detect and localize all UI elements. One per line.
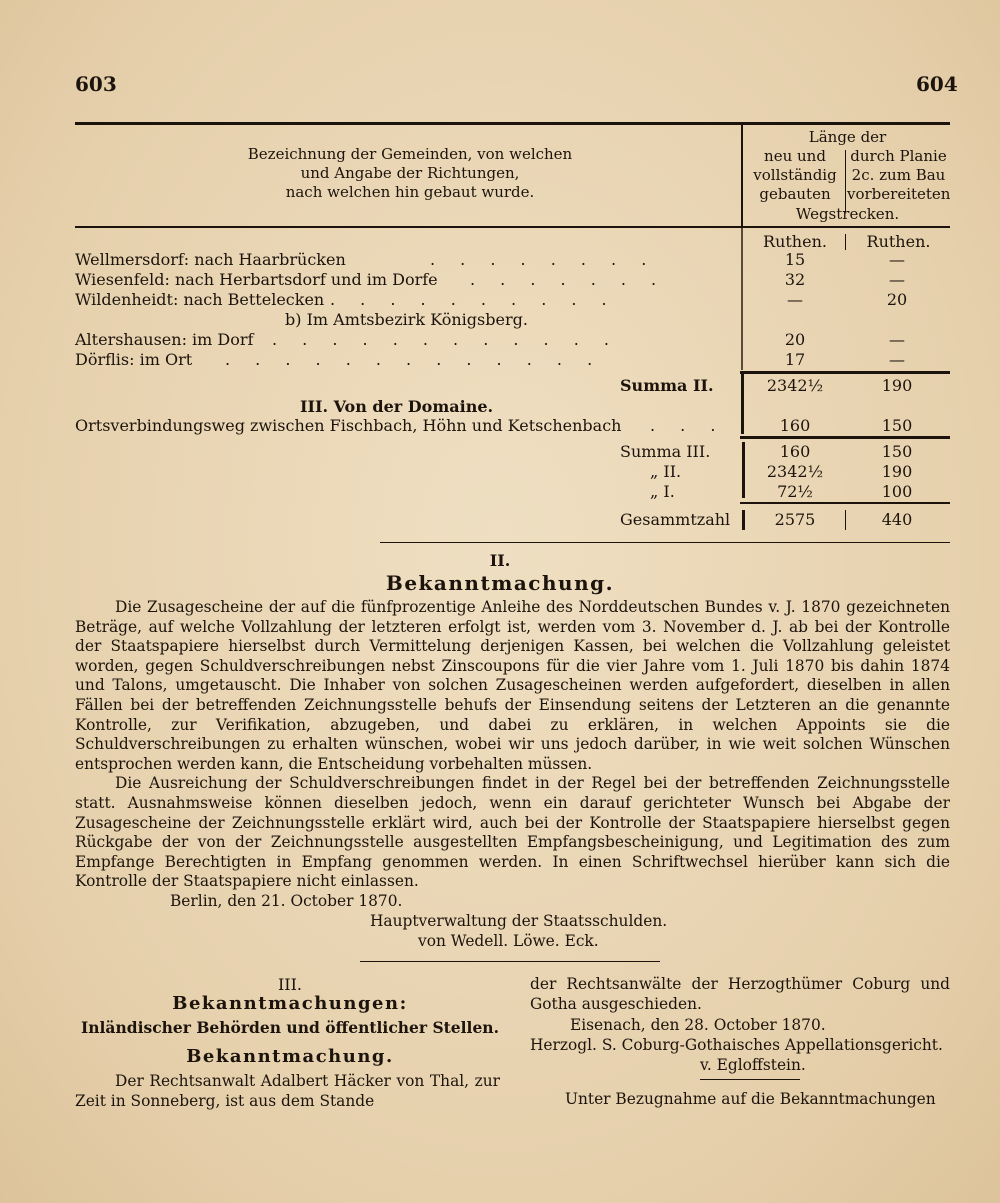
header-col1-line: und Angabe der Richtungen, [300, 164, 520, 182]
leader-dots: . . . . . . . . . . . . [272, 330, 619, 349]
section-divider [360, 961, 660, 962]
header-col3-line: vorbereiteten [847, 185, 951, 203]
right-court: Herzogl. S. Coburg-Gothaisches Appellationsgericht. [530, 1036, 943, 1054]
header-col3-line: durch Planie [850, 147, 947, 165]
grand-vline-2 [845, 510, 846, 530]
total-value-col3: 100 [881, 482, 913, 501]
header-col1 [200, 145, 620, 202]
row-value-col2: 15 [784, 250, 806, 269]
header-col2-line: gebauten [759, 185, 831, 203]
header-bottom: Wegstrecken. [795, 205, 900, 223]
summa-vline [741, 374, 744, 434]
grand-total-label: Gesammtzahl [620, 510, 731, 529]
table-subheading: b) Im Amtsbezirk Königsberg. [285, 310, 528, 329]
row-value-col2: 32 [784, 270, 806, 289]
header-col2 [745, 147, 845, 204]
header-col1-line: Bezeichnung der Gemeinden, von welchen [247, 145, 573, 163]
row-value-col3: 20 [886, 290, 908, 309]
header-col2-line: vollständig [753, 166, 837, 184]
summa2-label: Summa II. [620, 376, 714, 395]
row-value-col2: 17 [784, 350, 806, 369]
leader-dots: . . . . . . . [470, 270, 667, 289]
paragraph: Die Zusagescheine der auf die fünfprozentige Anleihe des Norddeutschen Bundes v. J. 1870 gezeichneten Beträge, auf welche Vollzahlung der letzteren erfolgt ist, werden vom 3. November d. J. ab bei der Kontrolle der Staatspapiere hierselbst durch Vermittelung derjenigen Kassen, bei welchen die Vollzahlung geleistet worden, gegen Schuldverschreibungen nebst Zinscoupons für die vier Jahre vom 1. Juli 1870 bis dahin 1874 und Talons, umgetauscht. Die Inhaber von solchen Zusagescheinen werden aufgefordert, dieselben in allen Fällen bei der betreffenden Zeichnungsstelle behufs der Einsendung seitens der Letzteren an die genannte Kontrolle, zur Verifikation, abzugeben, und dabei zu erklären, in welchen Appoints sie die Schuldverschreibungen zu erhalten wünschen, wobei wir uns jedoch darüber, in wie weit solchen Wünschen entsprochen werden kann, die Entscheidung vorbehalten müssen. [75, 598, 950, 773]
summa2-rule [740, 371, 950, 374]
table-vline-4 [845, 234, 846, 250]
total-label: „ I. [650, 482, 675, 501]
row-name: Ortsverbindungsweg zwischen Fischbach, Höhn und Ketschenbach [75, 416, 622, 435]
section3-heading1: Bekanntmachungen: [172, 993, 408, 1014]
row-value-col2: — [787, 290, 803, 309]
leader-dots: . . . . . . . . [430, 250, 657, 269]
section3-title: III. Von der Domaine. [300, 397, 494, 416]
leader-dots: . . . . . . . . . . . . . [225, 350, 603, 369]
section2-heading: Bekanntmachung. [385, 571, 615, 595]
section2-body [75, 598, 950, 892]
page-number-left: 603 [75, 72, 117, 96]
table-row [75, 416, 621, 436]
table-row [75, 330, 253, 350]
total-value-col2: 72½ [777, 482, 813, 501]
header-col2-line: neu und [764, 147, 826, 165]
leader-dots: . . . . . . . . . . [330, 290, 617, 309]
page-number-right: 604 [916, 72, 958, 96]
total-value-col3: 150 [881, 442, 913, 461]
table-row [75, 270, 438, 290]
section3-heading2: Inländischer Behörden und öffentlicher Stellen. [81, 1018, 499, 1037]
right-divider [700, 1079, 800, 1080]
row-value-col3: — [889, 250, 905, 269]
right-signer: v. Egloffstein. [700, 1056, 806, 1074]
paragraph: Die Ausreichung der Schuldverschreibungen findet in der Regel bei der betreffenden Zeichnungsstelle statt. Ausnahmsweise können dieselben jedoch, wenn ein darauf gerichteter Wunsch bei Abgabe der Zusagescheine der Zeichnungsstelle erklärt wird, auch bei der Kontrolle der Staatspapiere hierselbst gegen Rückgabe der von der Zeichnungsstelle ausgestellten Empfangsbescheinigung, und Legitimation des zum Empfange Berechtigten in Empfang genommen werden. In einen Schriftwechsel hierüber kann sich die Kontrolle der Staatspapiere nicht einlassen. [75, 774, 950, 891]
row-value-col3: — [889, 350, 905, 369]
authority: Hauptverwaltung der Staatsschulden. [370, 912, 668, 930]
table-vline-3 [741, 228, 743, 370]
table-vline-1 [741, 125, 743, 226]
section2-numeral: II. [489, 551, 511, 570]
table-top-rule [75, 122, 950, 125]
section-divider [380, 542, 950, 543]
row-name: Wellmersdorf: nach Haarbrücken [75, 250, 346, 269]
date-line: Berlin, den 21. October 1870. [170, 892, 403, 910]
table-vline-2 [845, 150, 846, 212]
grand-rule [740, 502, 950, 504]
table-header-rule [75, 226, 950, 228]
row-name: Wildenheidt: nach Bettelecken [75, 290, 325, 309]
summa2-value-col2: 2342½ [766, 376, 824, 395]
table-row [75, 350, 192, 370]
right-date: Eisenach, den 28. October 1870. [570, 1016, 826, 1034]
grand-vline [742, 510, 745, 530]
row-value-col3: 150 [881, 416, 913, 435]
total-label: Summa III. [620, 442, 711, 461]
section3-left-text: Der Rechtsanwalt Adalbert Häcker von Thal, zur Zeit in Sonneberg, ist aus dem Stande [75, 1072, 500, 1110]
grand-total-col3: 440 [881, 510, 913, 529]
row-name: Dörflis: im Ort [75, 350, 193, 369]
header-col1-line: nach welchen hin gebaut wurde. [285, 183, 535, 201]
row-value-col3: — [889, 330, 905, 349]
row-name: Altershausen: im Dorf [75, 330, 254, 349]
row-name: Wiesenfeld: nach Herbartsdorf und im Dorfe [75, 270, 438, 289]
totals-vline [742, 442, 745, 498]
total-value-col2: 2342½ [766, 462, 824, 481]
unit-col2: Ruthen. [763, 232, 827, 251]
header-span: Länge der [808, 128, 887, 146]
unit-col3: Ruthen. [866, 232, 931, 251]
total-label: „ II. [650, 462, 682, 481]
section3-heading3: Bekanntmachung. [186, 1046, 394, 1067]
grand-total-col2: 2575 [774, 510, 816, 529]
signers: von Wedell. Löwe. Eck. [418, 932, 599, 950]
summa2-value-col3: 190 [881, 376, 913, 395]
section3-right-text: der Rechtsanwälte der Herzogthümer Coburg und Gotha ausgeschieden. [530, 975, 950, 1013]
table-row [75, 250, 346, 270]
totals-rule [740, 436, 950, 439]
total-value-col2: 160 [779, 442, 811, 461]
total-value-col3: 190 [881, 462, 913, 481]
row-value-col3: — [889, 270, 905, 289]
section3-numeral: III. [277, 975, 303, 994]
table-row [75, 290, 324, 310]
leader-dots: . . . [650, 416, 726, 435]
header-col3-line: 2c. zum Bau [851, 166, 946, 184]
right-last-line: Unter Bezugnahme auf die Bekanntmachungen [565, 1090, 936, 1108]
row-value-col2: 160 [779, 416, 811, 435]
row-value-col2: 20 [784, 330, 806, 349]
header-col3 [847, 147, 950, 204]
